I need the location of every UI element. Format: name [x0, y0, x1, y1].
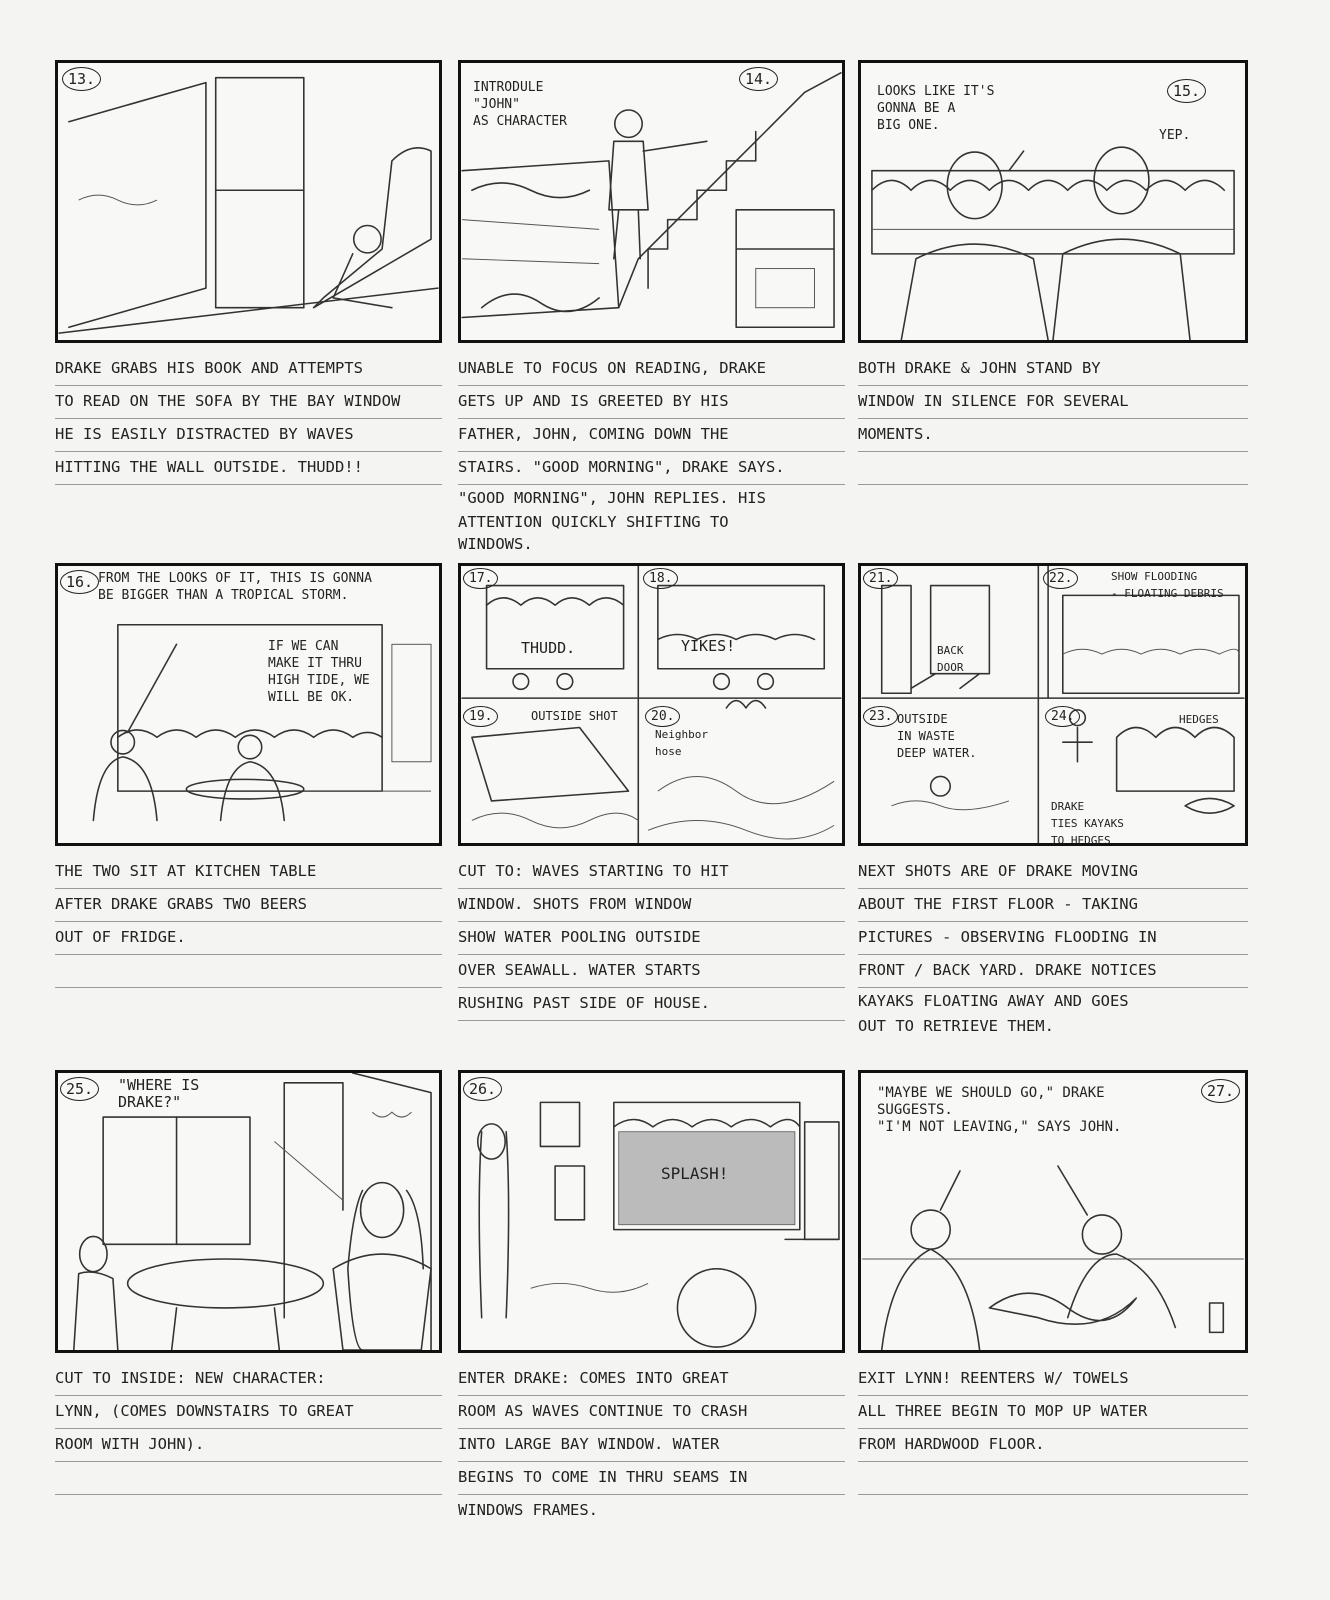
caption-line: ATTENTION QUICKLY SHIFTING TO	[458, 513, 729, 531]
caption-line: KAYAKS FLOATING AWAY AND GOES	[858, 992, 1129, 1010]
panel-number: 14.	[739, 67, 778, 91]
caption-line: FROM HARDWOOD FLOOR.	[858, 1429, 1248, 1462]
caption-line: WINDOWS FRAMES.	[458, 1501, 598, 1519]
caption-line: EXIT LYNN! REENTERS W/ TOWELS	[858, 1363, 1248, 1396]
panel-note: YEP.	[1159, 128, 1191, 143]
caption-line: OUT OF FRIDGE.	[55, 922, 442, 955]
caption-line: THE TWO SIT AT KITCHEN TABLE	[55, 856, 442, 889]
panel-number: 13.	[62, 67, 101, 91]
caption-line: STAIRS. "GOOD MORNING", DRAKE SAYS.	[458, 452, 845, 485]
panel-26-caption	[458, 1363, 845, 1527]
caption-line: GETS UP AND IS GREETED BY HIS	[458, 386, 845, 419]
panel-note: OUTSIDE SHOT	[531, 709, 618, 723]
panel-13-caption	[55, 353, 442, 485]
panel-16-caption	[55, 856, 442, 988]
panel-17-20-caption	[458, 856, 845, 1021]
caption-line: ROOM AS WAVES CONTINUE TO CRASH	[458, 1396, 845, 1429]
caption-line: HE IS EASILY DISTRACTED BY WAVES	[55, 419, 442, 452]
caption-line: HITTING THE WALL OUTSIDE. THUDD!!	[55, 452, 442, 485]
caption-line: MOMENTS.	[858, 419, 1248, 452]
panel-note: HEDGES	[1179, 713, 1219, 726]
panel-note: INTRODULE "JOHN" AS CHARACTER	[473, 80, 567, 129]
storyboard-panel-27	[858, 1070, 1248, 1353]
panel-number: 21.	[863, 568, 898, 589]
panel-note: THUDD.	[521, 639, 576, 657]
caption-line: BEGINS TO COME IN THRU SEAMS IN	[458, 1462, 845, 1495]
caption-line: FATHER, JOHN, COMING DOWN THE	[458, 419, 845, 452]
panel-note: DRAKE TIES KAYAKS TO HEDGES	[1051, 800, 1124, 846]
storyboard-panel-14	[458, 60, 845, 343]
panel-14-caption	[458, 353, 845, 555]
caption-line: ABOUT THE FIRST FLOOR - TAKING	[858, 889, 1248, 922]
caption-line: LYNN, (COMES DOWNSTAIRS TO GREAT	[55, 1396, 442, 1429]
panel-25-sketch	[58, 1073, 439, 1350]
panel-27-caption	[858, 1363, 1248, 1495]
caption-line: OVER SEAWALL. WATER STARTS	[458, 955, 845, 988]
caption-line: SHOW WATER POOLING OUTSIDE	[458, 922, 845, 955]
caption-line: CUT TO INSIDE: NEW CHARACTER:	[55, 1363, 442, 1396]
caption-line: WINDOW. SHOTS FROM WINDOW	[458, 889, 845, 922]
panel-note: SPLASH!	[661, 1164, 729, 1183]
panel-number: 26.	[463, 1077, 502, 1101]
caption-line: DRAKE GRABS HIS BOOK AND ATTEMPTS	[55, 353, 442, 386]
caption-line: OUT TO RETRIEVE THEM.	[858, 1017, 1054, 1035]
caption-line: FRONT / BACK YARD. DRAKE NOTICES	[858, 955, 1248, 988]
panel-13-sketch	[58, 63, 439, 340]
storyboard-panel-13	[55, 60, 442, 343]
panel-number: 16.	[60, 570, 99, 594]
panel-number: 22.	[1043, 568, 1078, 589]
panel-note: FROM THE LOOKS OF IT, THIS IS GONNA BE BIGGER THAN A TROPICAL STORM.	[98, 571, 372, 603]
panel-21-24-caption	[858, 856, 1248, 1038]
panel-16-sketch	[58, 566, 439, 843]
caption-line: NEXT SHOTS ARE OF DRAKE MOVING	[858, 856, 1248, 889]
caption-line: WINDOW IN SILENCE FOR SEVERAL	[858, 386, 1248, 419]
panel-note: OUTSIDE IN WASTE DEEP WATER.	[897, 712, 977, 760]
panel-note: Neighbor hose	[655, 728, 708, 758]
panel-25-caption	[55, 1363, 442, 1495]
caption-line: INTO LARGE BAY WINDOW. WATER	[458, 1429, 845, 1462]
panel-number: 24.	[1045, 706, 1080, 727]
panel-number: 18.	[643, 568, 678, 589]
panel-note: BACK DOOR	[937, 644, 964, 674]
panel-number: 19.	[463, 706, 498, 727]
panel-note: YIKES!	[681, 637, 736, 655]
storyboard-panel-17-20	[458, 563, 845, 846]
caption-line: WINDOWS.	[458, 535, 533, 553]
panel-number: 23.	[863, 706, 898, 727]
caption-line: RUSHING PAST SIDE OF HOUSE.	[458, 988, 845, 1021]
panel-note: "WHERE IS DRAKE?"	[118, 1076, 200, 1111]
caption-line: AFTER DRAKE GRABS TWO BEERS	[55, 889, 442, 922]
caption-line: ROOM WITH JOHN).	[55, 1429, 442, 1462]
caption-line: ALL THREE BEGIN TO MOP UP WATER	[858, 1396, 1248, 1429]
caption-line: TO READ ON THE SOFA BY THE BAY WINDOW	[55, 386, 442, 419]
caption-line	[55, 955, 442, 988]
caption-line: PICTURES - OBSERVING FLOODING IN	[858, 922, 1248, 955]
storyboard-panel-21-24	[858, 563, 1248, 846]
panel-26-sketch	[461, 1073, 842, 1350]
storyboard-panel-25	[55, 1070, 442, 1353]
panel-number: 27.	[1201, 1079, 1240, 1103]
storyboard-panel-15	[858, 60, 1248, 343]
caption-line	[55, 1462, 442, 1495]
caption-line	[858, 1462, 1248, 1495]
panel-note: SHOW FLOODING - FLOATING DEBRIS	[1111, 570, 1224, 600]
storyboard-panel-26	[458, 1070, 845, 1353]
panel-17-20-sketch	[461, 566, 842, 843]
panel-15-caption	[858, 353, 1248, 485]
panel-number: 25.	[60, 1077, 99, 1101]
panel-number: 17.	[463, 568, 498, 589]
panel-note: IF WE CAN MAKE IT THRU HIGH TIDE, WE WILL BE OK.	[268, 639, 370, 705]
panel-note: LOOKS LIKE IT'S GONNA BE A BIG ONE.	[877, 84, 995, 133]
panel-note: "MAYBE WE SHOULD GO," DRAKE SUGGESTS. "I'M NOT LEAVING," SAYS JOHN.	[877, 1085, 1122, 1135]
caption-line: "GOOD MORNING", JOHN REPLIES. HIS	[458, 489, 766, 507]
caption-line	[858, 452, 1248, 485]
caption-line: CUT TO: WAVES STARTING TO HIT	[458, 856, 845, 889]
caption-line: BOTH DRAKE & JOHN STAND BY	[858, 353, 1248, 386]
caption-line: UNABLE TO FOCUS ON READING, DRAKE	[458, 353, 845, 386]
panel-number: 15.	[1167, 79, 1206, 103]
storyboard-panel-16	[55, 563, 442, 846]
caption-line: ENTER DRAKE: COMES INTO GREAT	[458, 1363, 845, 1396]
panel-number: 20.	[645, 706, 680, 727]
